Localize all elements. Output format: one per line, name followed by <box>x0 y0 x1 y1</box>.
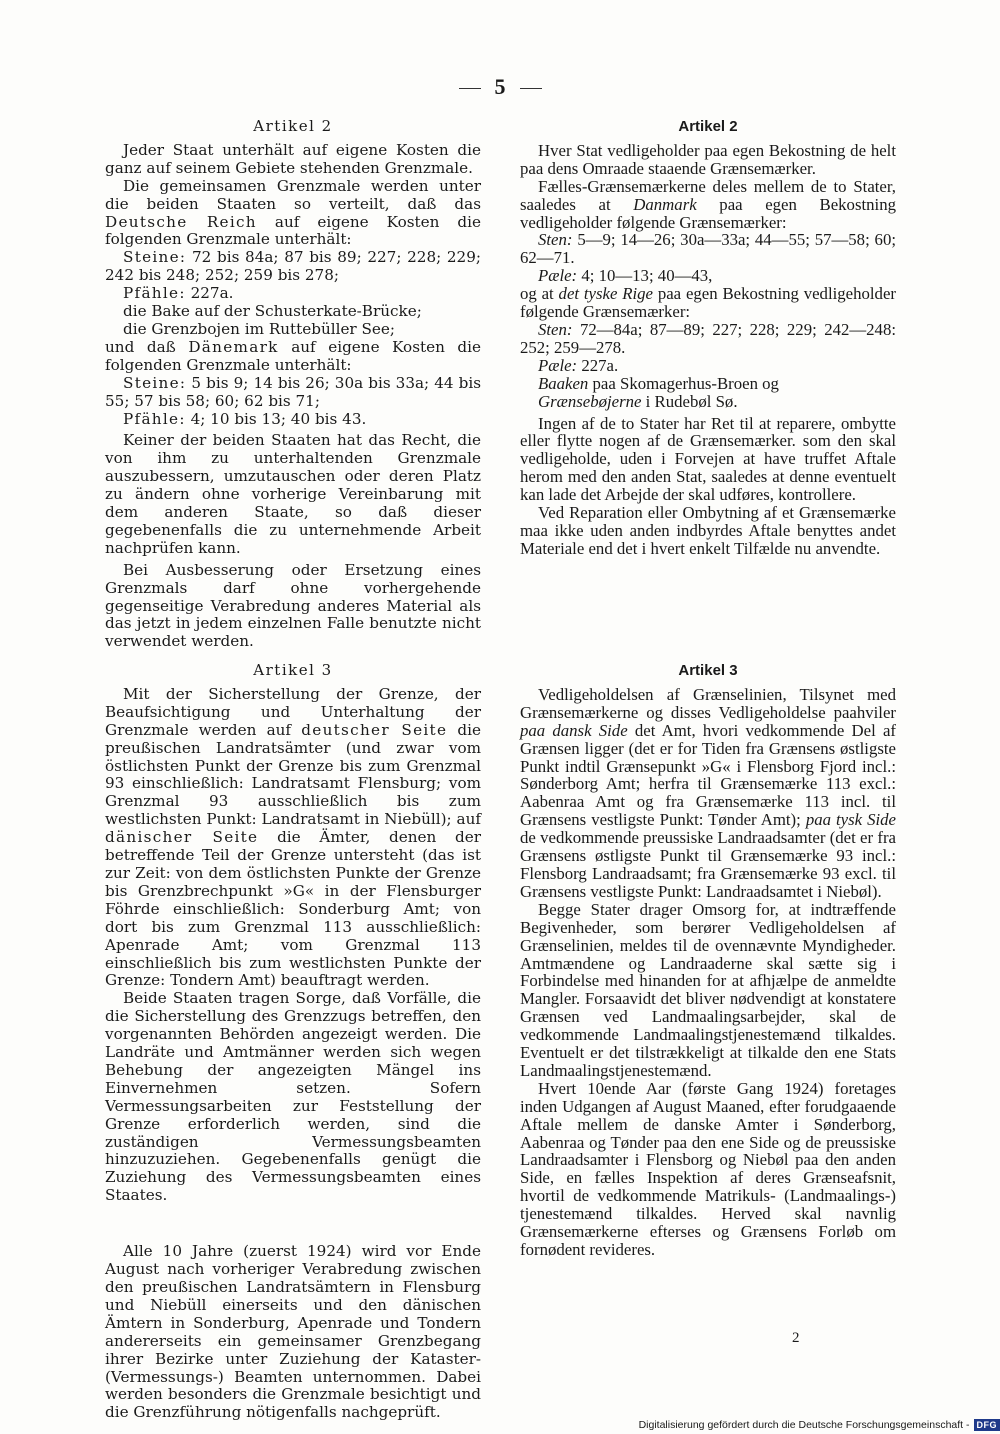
german-column-article-2 <box>105 118 481 651</box>
german-bojen: die Grenzbojen im Ruttebüller See; <box>123 319 396 338</box>
dfg-note-text: Digitalisierung gefördert durch die Deutsche Forschungsgemeinschaft - <box>638 1419 970 1431</box>
german-art2-p1: Jeder Staat unterhält auf eigene Kosten die ganz auf seinem Gebiete stehenden Grenzmale. <box>105 140 481 177</box>
page-number: 5 <box>0 74 1000 100</box>
german-column-article-3 <box>105 662 481 1422</box>
danish-column-article-3 <box>520 662 896 1259</box>
german-pfaehle2-list: Pfähle: 4; 10 bis 13; 40 bis 43. <box>123 409 367 428</box>
danish-column-article-2 <box>520 118 896 558</box>
danish-pale2-list: Pæle: 227a. <box>538 355 619 375</box>
danish-sten2-list: Sten: 72—84a; 87—89; 227; 228; 229; 242—248: 252; 259—278. <box>520 319 896 357</box>
german-art2-p2: Die gemeinsamen Grenzmale werden unter die beiden Staaten so verteilt, daß das Deutsche Reich auf eigene Kosten die folgenden Grenzmale unterhält: <box>105 176 481 249</box>
dfg-logo: DFG <box>974 1419 1000 1431</box>
danish-art2-p1: Hver Stat vedligeholder paa egen Bekostning de helt paa dens Omraade staaende Grænsemærker. <box>520 140 896 178</box>
german-bake: die Bake auf der Schusterkate-Brücke; <box>123 302 422 321</box>
german-steine-list: Steine: 72 bis 84a; 87 bis 89; 227; 228; 229; 242 bis 248; 252; 259 bis 278; <box>105 248 481 285</box>
danish-bojer: Grænsebøjerne i Rudebøl Sø. <box>538 391 738 411</box>
german-art3-p3: Alle 10 Jahre (zuerst 1924) wird vor Ende August nach vorheriger Verabredung zwischen den preußischen Landratsämtern in Flensburg und Niebüll einerseits und den dänischen Ämtern in Sonderburg, Apenrade und Tondern andererseits ein gemeinsamer Grenzbegang ihrer Bezirke unter Zuziehung der Kataster- (Vermessungs-) Beamten unternommen. Dabei werden besonders die Grenzmale besichtigt und die Grenzführung nötigenfalls nachgeprüft. <box>105 1242 481 1422</box>
dfg-funding-note <box>639 1416 1000 1434</box>
german-article-3-heading: Artikel 3 <box>253 661 333 679</box>
german-art3-p1: Mit der Sicherstellung der Grenze, der Beaufsichtigung und Unterhaltung der Grenzmale werden auf deutscher Seite die preußischen Landratsämter (und zwar vom östlichsten Punkt der Grenze bis zum Grenzmal 93 einschließlich: Landratsamt Flensburg; vom Grenzmal 93 ausschließlich bis zum westlichsten Punkt: Landratsamt in Niebüll); auf dänischer Seite die Ämter, denen der betreffende Teil der Grenze untersteht (das ist zur Zeit: von dem östlichsten Punkte der Grenze bis Grenzbrechpunkt »G« in der Flensburger Föhrde einschließlich: Sonderburg Amt; von dort bis zum Grenzmal 113 ausschließlich: Apenrade Amt; vom Grenzmal 113 einschließlich bis zum westlichsten Punkte der Grenze: Tondern Amt) beauftragt werden. <box>105 684 481 990</box>
german-art3-p2: Beide Staaten tragen Sorge, daß Vorfälle, die die Sicherstellung des Grenzzugs betreffen, den vorgenannten Behörden angezeigt werden. Die Landräte und Amtmänner werden sich wegen Behebung der angezeigten Mängel ins Einvernehmen setzen. Sofern Vermessungsarbeiten zur Feststellung der Grenze erforderlich werden, sind die zuständigen Vermessungsbeamten hinzuzuziehen. Gegebenenfalls genügt die Zuziehung des Vermessungsbeamten eines Staates. <box>105 989 481 1205</box>
german-art2-p4: Keiner der beiden Staaten hat das Recht, die von ihm zu unterhaltenden Grenzmale auszubessern, umzutauschen oder deren Platz zu ändern ohne vorherige Vereinbarung mit dem anderen Staate, so daß dieser gegebenenfalls die zu unternehmende Arbeit nachprüfen kann. <box>105 431 481 557</box>
danish-art3-p2: Begge Stater drager Omsorg for, at indtræffende Begivenheder, som berører Vedligeholdelsen af Grænselinien, meldes til de ovennævnte Myndigheder. Amtmændene og Landraaderne skal sætte sig i Forbindelse med hinanden for at afhjælpe de anmeldte Mangler. Forsaavidt det bliver nødvendigt at konstatere Grænsen ved Landmaalingsarbejder, skal de vedkommende Landmaalingstjenestemænd tilkaldes. Eventuelt er det tilstrækkeligt at tilkalde den ene Stats Landmaalingstjenestemænd. <box>520 899 896 1080</box>
danish-art2-p4: Ingen af de to Stater har Ret til at reparere, ombytte eller flytte nogen af de Grænsemærker. som den skal vedligeholde, uden i Forvejen at have truffet Aftale herom med den anden Stat, saaledes at denne eventuelt kan lade det Arbejde der skal udføres, kontrollere. <box>520 413 896 505</box>
danish-art2-p5: Ved Reparation eller Ombytning af et Grænsemærke maa ikke uden anden indbyrdes Aftale benyttes andet Materiale end det i hvert enkelt Tilfælde nu anvendte. <box>520 503 896 558</box>
german-article-2-heading: Artikel 2 <box>253 117 333 135</box>
danish-sten-list: Sten: 5—9; 14—26; 30a—33a; 44—55; 57—58; 60; 62—71. <box>520 230 896 268</box>
danish-art3-p1: Vedligeholdelsen af Grænselinien, Tilsynet med Grænsemærkerne og disses Vedligeholdelse paahviler paa dansk Side det Amt, hvori vedkommende Del af Grænsen ligger (det er for Tiden fra Grænsens østligste Punkt indtil Grænsepunkt »G« i Flensborg Fjord incl.: Sønderborg Amt; herfra til Grænsemærke 113 excl.: Aabenraa Amt og fra Grænsemærke 113 incl. til Grænsens vestligste Punkt: Tønder Amt); paa tysk Side de vedkommende preussiske Landraadsamter (det er fra Grænsens østligste Punkt til Grænsemærke 93 incl.: Flensborg Landraadsamt; fra Grænsemærke 93 excl. til Grænsens vestligste Punkt: Landraadsamtet i Niebøl). <box>520 684 896 901</box>
danish-art2-p2: Fælles-Grænsemærkerne deles mellem de to Stater, saaledes at Danmark paa egen Bekostning vedligeholder følgende Grænsemærker: <box>520 176 896 232</box>
german-art2-p3: und daß Dänemark auf eigene Kosten die folgenden Grenzmale unterhält: <box>105 337 481 374</box>
german-steine2-list: Steine: 5 bis 9; 14 bis 26; 30a bis 33a; 44 bis 55; 57 bis 58; 60; 62 bis 71; <box>105 373 482 410</box>
danish-article-3-heading: Artikel 3 <box>678 662 738 679</box>
danish-art3-p3: Hvert 10ende Aar (første Gang 1924) foretages inden Udgangen af August Maaned, efter forudgaaende Aftale mellem de danske Amter i Sønderborg, Aabenraa og Tønder paa den ene Side og de preussiske Landraadsamter i Flensborg og Niebøl paa den anden Side, en fælles Inspektion af deres Grænseafsnit, hvortil de vedkommende Matrikuls- (Landmaalings-) tjenestemænd tilkaldes. Herved skal navnlig Grænsemærkerne efterses og Grænsens Forløb om fornødent revideres. <box>520 1078 896 1259</box>
danish-baaken: Baaken paa Skomagerhus-Broen og <box>538 373 779 393</box>
german-pfaehle-list: Pfähle: 227a. <box>123 284 234 303</box>
footer-number: 2 <box>792 1330 800 1346</box>
danish-article-2-heading: Artikel 2 <box>678 118 738 135</box>
german-art2-p5: Bei Ausbesserung oder Ersetzung eines Grenzmals darf ohne vorhergehende gegenseitige Verabredung anderes Material als das jetzt in jedem einzelnen Falle benutzte nicht verwendet werden. <box>105 560 481 651</box>
danish-pale-list: Pæle: 4; 10—13; 40—43, <box>538 266 713 286</box>
danish-art2-p3: og at det tyske Rige paa egen Bekostning vedligeholder følgende Grænsemærker: <box>520 284 896 322</box>
